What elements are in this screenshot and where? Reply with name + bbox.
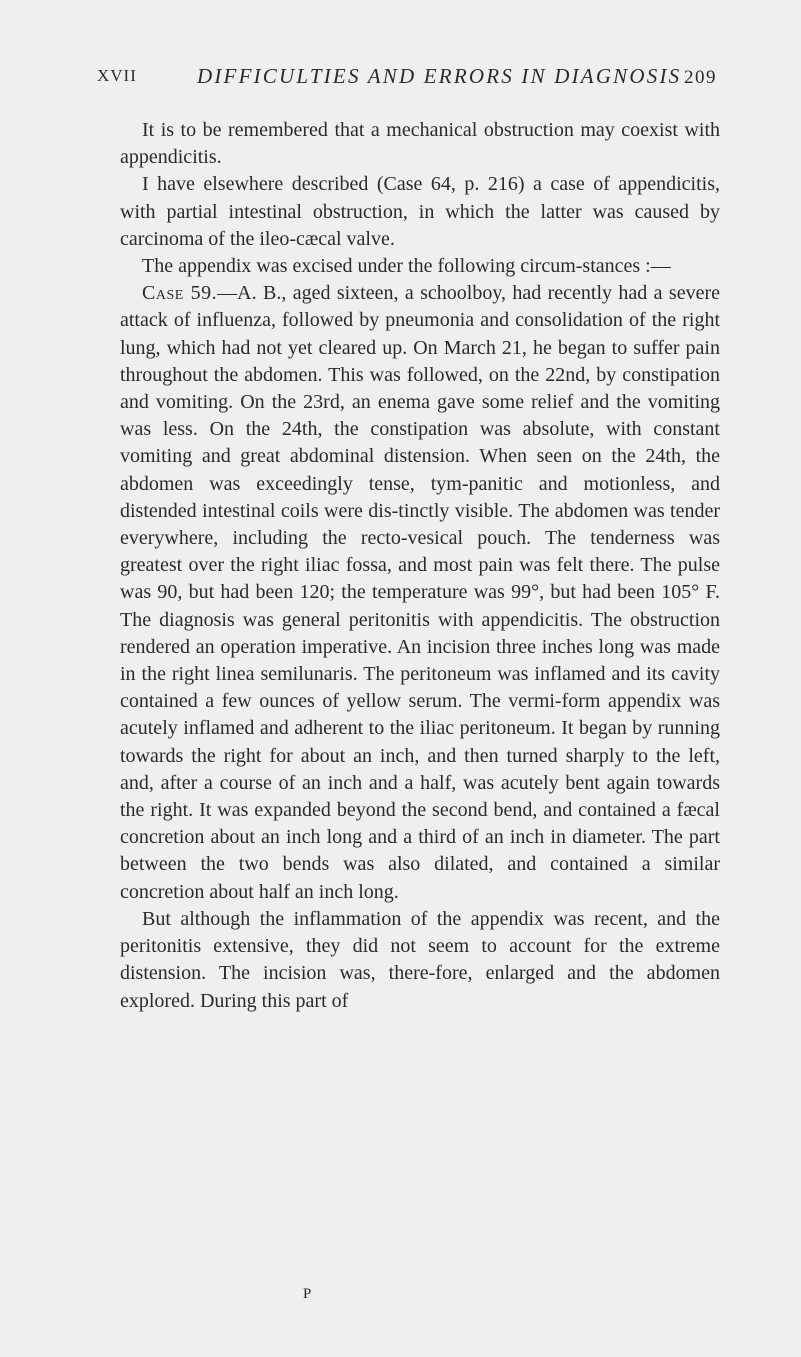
paragraph-case-64-reference: I have elsewhere described (Case 64, p. 216) a case of appendicitis, with partial intestinal obstruction, in which the latter was caused by carcinoma of the ileo-cæcal valve. xyxy=(120,173,720,250)
body-text xyxy=(120,117,720,1015)
paragraph-closing: But although the inflammation of the appendix was recent, and the peritonitis extensive, they did not seem to account for the extreme distension. The incision was, there-fore, enlarged and the abdomen explored. During this part of xyxy=(120,907,720,1012)
chapter-title: DIFFICULTIES AND ERRORS IN DIAGNOSIS xyxy=(197,64,682,88)
page-number: 209 xyxy=(684,67,717,88)
case-label: Case 59. xyxy=(142,282,218,305)
case-text: —A. B., aged sixteen, a schoolboy, had recently had a severe attack of influenza, followed by pneumonia and consolidation of the right lung, which had not yet cleared up. On March 21, he began to suffer pain throughout the abdomen. This was followed, on the 22nd, by constipation and vomiting. On the 23rd, an enema gave some relief and the vomiting was less. On the 24th, the constipation was absolute, with constant vomiting and great abdominal distension. When seen on the 24th, the abdomen was exceedingly tense, tym-panitic and motionless, and distended intestinal coils were dis-tinctly visible. The abdomen was tender everywhere, including the recto-vesical pouch. The tenderness was greatest over the right iliac fossa, and most pain was felt there. The pulse was 90, but had been 120; the temperature was 99°, but had been 105° F. The diagnosis was general peritonitis with appendicitis. The obstruction rendered an operation imperative. An incision three inches long was made in the right linea semilunaris. The peritoneum was inflamed and its cavity contained a few ounces of yellow serum. The vermi-form appendix was acutely inflamed and adherent to the iliac peritoneum. It began by running towards the right for about an inch, and then turned sharply to the left, and, after a course of an inch and a half, was acutely bent again towards the right. It was expanded beyond the second bend, and contained a fæcal concretion about an inch long and a third of an inch in diameter. The part between the two bends was also dilated, and contained a similar concretion about half an inch long. xyxy=(120,282,720,903)
chapter-number: XVII xyxy=(97,66,137,85)
running-head xyxy=(97,66,719,96)
signature-mark: P xyxy=(303,1286,312,1302)
paragraph-appendix-excised: The appendix was excised under the following circum-stances :— xyxy=(142,255,671,278)
case-59-paragraph xyxy=(120,280,720,906)
paragraph-mechanical-obstruction: It is to be remembered that a mechanical obstruction may coexist with appendicitis. xyxy=(120,119,720,169)
